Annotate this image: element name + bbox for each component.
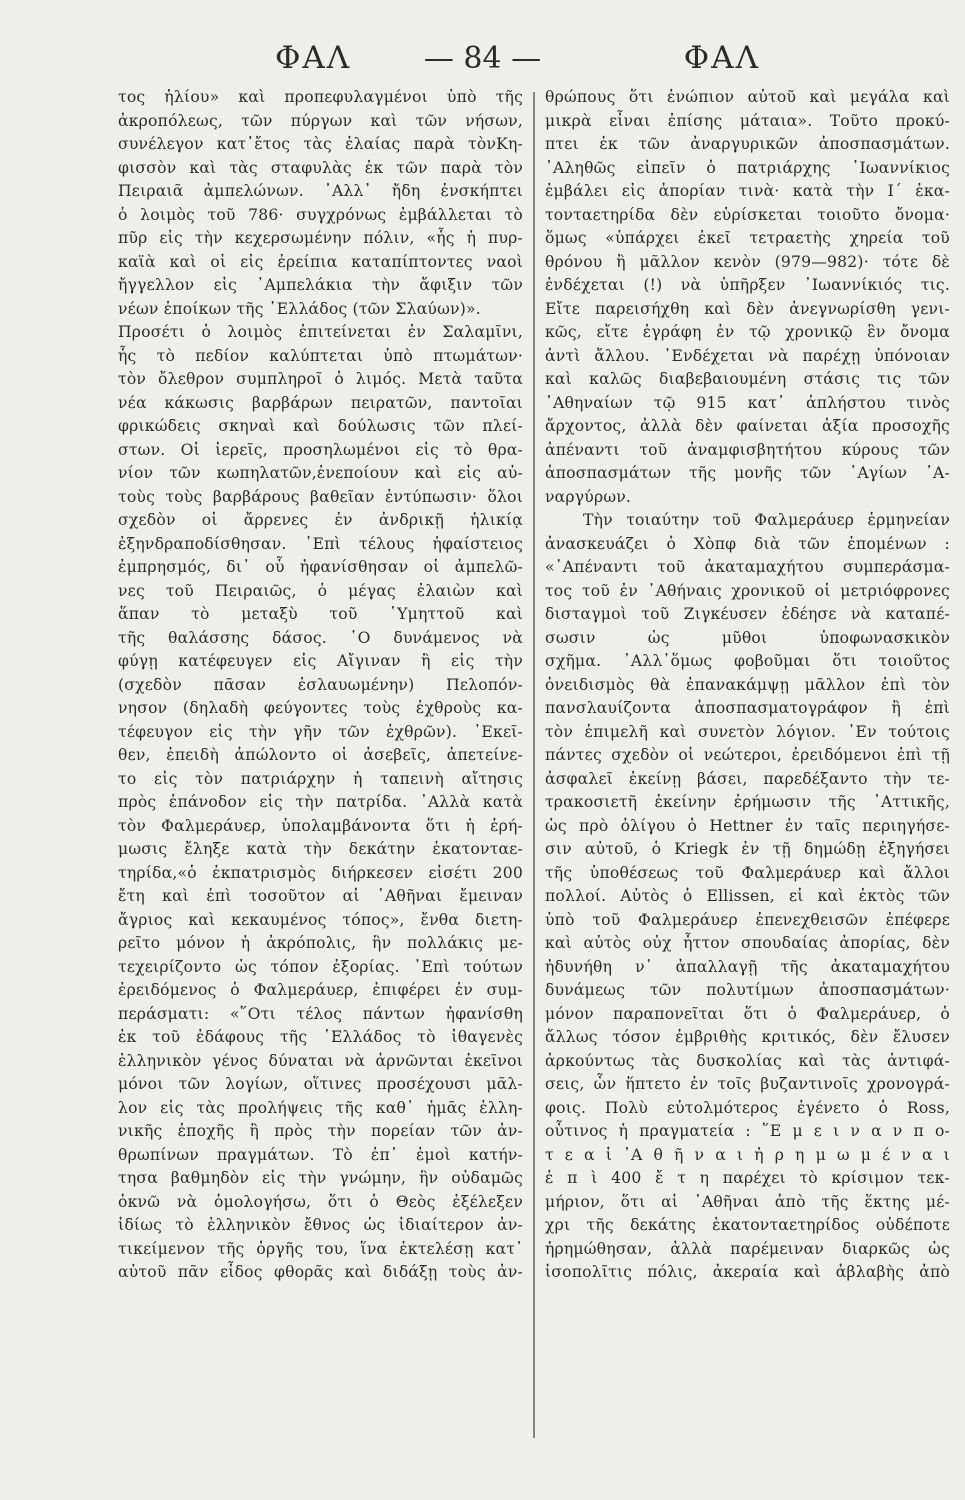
text-line: πρὸς ἐπάνοδον εἰς τὴν πατρίδα. ᾿Αλλὰ κατὰ: [118, 793, 524, 811]
text-line: ᾿Αθηναίων τῷ 915 κατ᾽ ἀπλήστου τινὸς: [544, 393, 950, 412]
text-line: οὗτινος ἡ πραγματεία : ῞Ε μ ε ι ν α ν π ο-: [544, 1122, 950, 1140]
text-line: σωσιν ὡς μῦθοι ὑποφωνασκικὸν: [544, 628, 950, 647]
text-line: τ ε α ἱ ᾿Α θ ῆ ν α ι ἠ ρ η μ ω μ έ ν α ι: [544, 1145, 950, 1164]
text-line: τῆς θαλάσσης δάσος. ῾Ο δυνάμενος νὰ: [118, 628, 524, 647]
text-line: μικρὰ εἶναι ἐπίσης μάταια». Τοῦτο προκύ-: [544, 111, 950, 130]
text-line: ἀνασκευάζει ὁ Χὸπφ διὰ τῶν ἑπομένων :: [544, 534, 950, 553]
text-line: συνέλεγον κατ᾽ἔτος τὰς ἐλαίας παρὰ τὸνΚη-: [118, 135, 524, 153]
text-line: ἰσοπολῖτις πόλις, ἀκεραία καὶ ἀβλαβὴς ἀπὸ: [544, 1263, 950, 1281]
text-line: τος τοῦ ἐν ᾿Αθήναις χρονικοῦ οἱ μετριόφρονες: [544, 581, 950, 600]
text-line: Προσέτι ὁ λοιμὸς ἐπιτείνεται ἐν Σαλαμῖνι,: [118, 323, 524, 341]
text-line: κῶς, εἴτε ἐγράφη ἐν τῷ χρονικῷ ἓν ὄνομα: [544, 323, 950, 341]
text-line: τονταετηρίδα δὲν εὑρίσκεται τοιοῦτο ὄνομα·: [544, 205, 950, 224]
text-line: φρικώδεις σκηναὶ καὶ δούλωσις τῶν πλεί-: [118, 417, 524, 435]
text-line: ἄγριος καὶ κεκαυμένος τόπος», ἔνθα διετη-: [118, 910, 524, 929]
text-line: ἐνδέχεται (!) νὰ ὑπῆρξεν ᾿Ιωαννίκιός τις.: [544, 276, 950, 294]
text-line: ἠδυνήθη ν᾽ ἀπαλλαγῇ τῆς ἀκαταμαχήτου: [544, 957, 950, 976]
text-line: ἀσφαλεῖ ἐκείνῃ βάσει, παρεδέξαντο τὴν τε-: [544, 769, 950, 788]
text-line: τοὺς τοὺς βαρβάρους βαθεῖαν ἐντύπωσιν· ὅλοι: [118, 487, 524, 506]
text-line: Πειραιᾶ ἀμπελώνων. ᾿Αλλ᾽ ἤδη ἐνσκήπτει: [118, 182, 524, 200]
running-head-right: ΦΑΛ: [683, 40, 760, 76]
text-line: φοις. Πολὺ εὐτολμότερος ἐγένετο ὁ Ross,: [544, 1098, 950, 1117]
text-line: ἤγγελλον εἰς ᾿Αμπελάκια τὴν ἄφιξιν τῶν: [118, 276, 524, 294]
text-line: καϊὰ καὶ οἱ εἰς ἐρείπια καταπίπτοντες ναοὶ: [118, 252, 524, 271]
text-line: τὸν ὄλεθρον συμπληροῖ ὁ λιμός. Μετὰ ταῦτα: [118, 370, 524, 388]
text-line: φισσὸν καὶ τὰς σταφυλὰς ἐκ τῶν παρὰ τὸν: [118, 158, 524, 177]
text-line: τέφευγον εἰς τὴν γῆν τῶν ἐχθρῶν). ᾿Εκεῖ-: [118, 722, 524, 741]
text-line: μωσις ἔληξε κατὰ τὴν δεκάτην ἑκατονταε-: [118, 840, 524, 858]
text-line: ἄρχοντος, ἀλλὰ δὲν φαίνεται ἀξία προσοχῆς: [544, 417, 950, 435]
text-line: πάντες σχεδὸν οἱ νεώτεροι, ἐρειδόμενοι ἐπὶ τῇ: [544, 746, 950, 764]
text-line: ὀκνῶ νὰ ὁμολογήσω, ὅτι ὁ Θεὸς ἐξέλεξεν: [118, 1192, 524, 1211]
text-line: τεχειρίζοντο ὡς τόπον ἐξορίας. ᾿Επὶ τούτων: [118, 957, 524, 976]
text-line: τρακοσιετῆ ἐκείνην ἐρήμωσιν τῆς ᾿Αττικῆς,: [544, 793, 950, 811]
text-line: πῦρ εἰς τὴν κεχερσωμένην πόλιν, «ἧς ἡ πυρ-: [118, 229, 524, 247]
text-line: πτει ἐκ τῶν ἀναργυρικῶν ἀποσπασμάτων.: [544, 135, 950, 153]
text-line: ὡς πρὸ ὀλίγου ὁ Hettner ἐν ταῖς περιηγήσε-: [544, 816, 950, 835]
text-line: νέα κάκωσις βαρβάρων πειρατῶν, παντοῖαι: [118, 393, 524, 412]
text-line: νησον (δηλαδὴ φεύγοντες τοὺς ἐχθροὺς κα-: [118, 699, 524, 717]
text-line: ὁ λοιμὸς τοῦ 786· συγχρόνως ἐμβάλλεται τὸ: [118, 205, 524, 224]
text-line: ἀποσπασμάτων τῆς μονῆς τῶν ῾Αγίων ᾿Α-: [544, 464, 950, 482]
text-line: δισταγμοὶ τοῦ Ζιγκέυσεν ἐδέησε νὰ καταπέ-: [544, 605, 950, 623]
text-line: μόνοι τῶν λογίων, οἵτινες προσέχουσι μᾶλ-: [118, 1075, 524, 1093]
text-line: ἀκροπόλεως, τῶν πύργων καὶ τῶν νήσων,: [118, 111, 524, 130]
text-line: ἄλλως τόσον ἐμβριθὴς κριτικός, δὲν ἔλυσεν: [544, 1028, 950, 1046]
text-line: ρεῖτο μόνον ἡ ἀκρόπολις, ἣν πολλάκις με-: [118, 934, 524, 952]
text-line: τὸν Φαλμεράυερ, ὑπολαμβάνοντα ὅτι ἡ ἐρή-: [118, 816, 524, 835]
text-line: (σχεδὸν πᾶσαν ἐσλαυωμένην) Πελοπόν-: [118, 675, 524, 694]
text-line: σχεδὸν οἱ ἄρρενες ἐν ἀνδρικῇ ἡλικίᾳ: [118, 511, 524, 529]
text-line: ὅμως «ὑπάρχει ἐκεῖ τετραετὴς χηρεία τοῦ: [544, 229, 950, 247]
text-line: ἀπέναντι τοῦ ἀναμφισβητήτου κύρους τῶν: [544, 440, 950, 459]
text-line: πανσλαυίζοντα ἀποσπασματογράφον ἢ ἐπὶ: [544, 699, 950, 717]
text-line: καὶ αὐτὸς οὐχ ἧττον σπουδαίας ἀπορίας, δὲν: [544, 934, 950, 952]
text-line: θρώπους ὅτι ἐνώπιον αὐτοῦ καὶ μεγάλα καὶ: [544, 88, 950, 106]
text-line: ὀνειδισμὸς θὰ ἐπανακάμψῃ μᾶλλον ἐπὶ τὸν: [544, 675, 950, 694]
text-line: χρι τῆς δεκάτης ἑκατονταετηρίδος οὐδέποτε: [544, 1216, 950, 1234]
text-columns: [118, 86, 950, 1438]
text-line: περάσματι: «῞Οτι τέλος πάντων ἠφανίσθη: [118, 1004, 524, 1023]
text-line: το εἰς τὸν πατριάρχην ἡ ταπεινὴ αἴτησις: [118, 769, 524, 788]
text-line: μόνον παραπονεῖται ὅτι ὁ Φαλμεράυερ, ὁ: [544, 1004, 950, 1023]
text-line: Τὴν τοιαύτην τοῦ Φαλμεράυερ ἑρμηνείαν: [582, 511, 950, 529]
text-line: καὶ καλῶς διαβεβαιουμένη στάσις τις τῶν: [544, 370, 950, 388]
text-line: ἑλληνικὸν γένος δύναται νὰ ἀρνῶνται ἐκεῖνοι: [118, 1051, 524, 1070]
page-number: — 84 —: [423, 40, 542, 76]
text-line: δυνάμεως τῶν πολυτίμων ἀποσπασμάτων·: [544, 981, 950, 999]
text-line: στων. Οἱ ἱερεῖς, προσηλωμένοι εἰς τὸ θρα-: [118, 440, 524, 459]
text-line: τηρίδα,«ὁ ἐκπατρισμὸς διήρκεσεν εἰσέτι 200: [118, 863, 524, 882]
page-header: [70, 36, 895, 80]
running-head-left: ΦΑΛ: [275, 40, 352, 76]
text-line: θρόνου ἢ μᾶλλον κενὸν (979—982)· τότε δὲ: [544, 252, 950, 271]
text-line: αὐτοῦ πᾶν εἶδος φθορᾶς καὶ διδάξῃ τοὺς ἀν-: [118, 1263, 524, 1281]
text-line: Εἴτε παρεισήχθη καὶ δὲν ἀνεγνωρίσθη γενι-: [544, 299, 950, 318]
text-line: φύγῃ κατέφευγεν εἰς Αἴγιναν ἢ εἰς τὴν: [118, 652, 524, 670]
text-line: πολλοί. Αὐτὸς ὁ Ellissen, εἰ καὶ ἐκτὸς τῶν: [544, 887, 950, 905]
text-line: ἐμπρησμός, δι᾽ οὗ ἠφανίσθησαν οἱ ἀμπελῶ-: [118, 558, 524, 576]
text-line: ἠρημώθησαν, ἀλλὰ παρέμειναν διαρκῶς ὡς: [544, 1239, 950, 1258]
text-line: τος ἡλίου» καὶ προπεφυλαγμένοι ὑπὸ τῆς: [118, 88, 524, 106]
left-column: [118, 86, 523, 1438]
text-line: νέων ἐποίκων τῆς ῾Ελλάδος (τῶν Σλαύων)».: [118, 299, 481, 318]
text-line: ὑπὸ τοῦ Φαλμεράυερ ἐπενεχθεισῶν ἐπέφερε: [544, 910, 950, 929]
column-rule: [533, 92, 535, 1438]
text-line: νες τοῦ Πειραιῶς, ὁ μέγας ἐλαιὼν καὶ: [118, 581, 524, 600]
text-line: τὸν ἐπιμελῆ καὶ συνετὸν λόγιον. ᾿Εν τούτοις: [544, 722, 950, 741]
text-line: θεν, ἐπειδὴ ἀπώλοντο οἱ ἀσεβεῖς, ἀπετείνε-: [118, 746, 524, 764]
text-line: νίον τῶν κωπηλατῶν,ἐνεποίουν καὶ εἰς αὐ-: [118, 464, 524, 482]
text-line: ἀντὶ ἄλλου. ᾿Ενδέχεται νὰ παρέχῃ ὑπόνοιαν: [544, 346, 950, 365]
text-line: νικῆς ἐποχῆς ἢ πρὸς τὴν πορείαν τῶν ἀν-: [118, 1122, 524, 1140]
text-line: μήριον, ὅτι αἱ ᾿Αθῆναι ἀπὸ τῆς ἕκτης μέ-: [544, 1192, 950, 1211]
text-line: ἐρειδόμενος ὁ Φαλμεράυερ, ἐπιφέρει ἐν συμ-: [118, 981, 524, 999]
text-line: «᾿Απέναντι τοῦ ἀκαταμαχήτου συμπεράσμα-: [544, 558, 950, 576]
text-line: ἀρκούντως τὰς δυσκολίας καὶ τὰς ἀντιφά-: [544, 1051, 950, 1070]
text-line: θρωπίνων πραγμάτων. Τὸ ἐπ᾽ ἐμοὶ κατήν-: [118, 1145, 524, 1164]
text-line: ἰδίως τὸ ἑλληνικὸν ἔθνος ὡς ἰδιαίτερον ἀν-: [118, 1216, 524, 1234]
text-line: τῆς ὑποθέσεως τοῦ Φαλμεράυερ καὶ ἄλλοι: [544, 863, 950, 882]
text-line: ἅπαν τὸ μεταξὺ τοῦ ῾Υμηττοῦ καὶ: [118, 605, 524, 623]
text-line: ἐξηνδραποδίσθησαν. ᾿Επὶ τέλους ἡφαίστειος: [118, 534, 524, 553]
text-line: ναργύρων.: [544, 487, 632, 506]
text-line: λον εἰς τὰς προλήψεις τῆς καθ᾽ ἡμᾶς ἑλλη-: [118, 1098, 524, 1117]
text-line: ἔτη καὶ ἐπὶ τοσοῦτον αἱ ᾿Αθῆναι ἔμειναν: [118, 887, 524, 905]
text-line: τικείμενον τῆς ὀργῆς του, ἵνα ἐκτελέσῃ κατ᾽: [118, 1239, 524, 1258]
text-line: τησα βαθμηδὸν εἰς τὴν γνώμην, ἣν οὐδαμῶς: [118, 1169, 524, 1187]
text-line: σιν αὐτοῦ, ὁ Kriegk ἐν τῇ δημώδῃ ἐξηγήσει: [544, 840, 950, 858]
text-line: σεις, ὧν ἥπτετο ἐν τοῖς βυζαντινοῖς χρονογρά-: [544, 1075, 950, 1093]
text-line: ἧς τὸ πεδίον καλύπτεται ὑπὸ πτωμάτων·: [118, 346, 524, 365]
text-line: ἐκ τοῦ ἐδάφους τῆς ῾Ελλάδος τὸ ἰθαγενὲς: [118, 1028, 524, 1046]
right-column: [545, 86, 950, 1438]
text-line: ἐμβάλει εἰς ἀπορίαν τινὰ· κατὰ τὴν Ι΄ ἑκα-: [544, 182, 950, 200]
text-line: ᾿Αληθῶς εἰπεῖν ὁ πατριάρχης ᾿Ιωαννίκιος: [544, 158, 950, 177]
text-line: σχῆμα. ᾿Αλλ᾽ὅμως φοβοῦμαι ὅτι τοιοῦτος: [544, 652, 950, 670]
text-line: ἐ π ὶ 400 ἔ τ η παρέχει τὸ κρίσιμον τεκ-: [544, 1169, 950, 1187]
